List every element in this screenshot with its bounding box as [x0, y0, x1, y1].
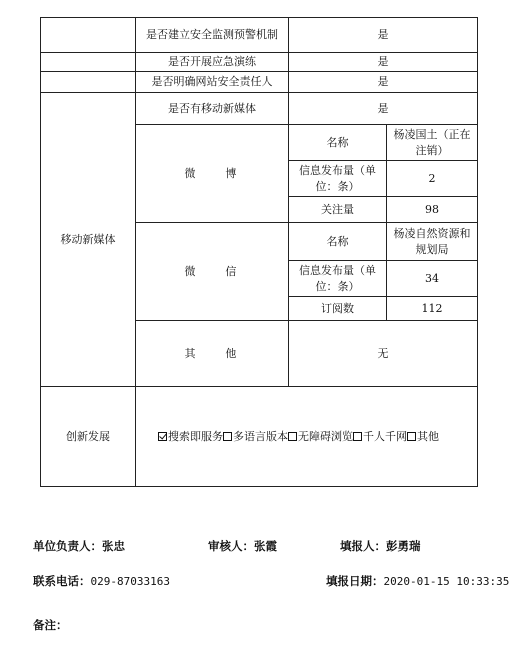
other-value: 无	[289, 321, 478, 387]
filler-value: 彭勇瑞	[386, 539, 421, 553]
phone-field	[33, 573, 170, 589]
innovation-options	[136, 387, 478, 487]
wechat-sub-label: 订阅数	[289, 297, 387, 321]
drill-label: 是否开展应急演练	[136, 53, 289, 72]
filler-label: 填报人：	[340, 539, 386, 553]
wechat-posts-value: 34	[387, 261, 478, 297]
table-row	[41, 72, 478, 93]
empty-cell	[41, 18, 136, 53]
option-multilingual[interactable]: 多语言版本	[223, 430, 288, 443]
monitoring-label: 是否建立安全监测预警机制	[136, 18, 289, 53]
table-row	[41, 387, 478, 487]
has-media-label: 是否有移动新媒体	[136, 93, 289, 125]
filler-field	[340, 538, 421, 554]
wechat-sub-value: 112	[387, 297, 478, 321]
leader-label: 单位负责人：	[33, 539, 102, 553]
innovation-label: 创新发展	[41, 387, 136, 487]
report-table	[40, 17, 478, 487]
leader-field	[33, 538, 125, 554]
reviewer-field	[208, 538, 277, 554]
leader-value: 张忠	[102, 539, 125, 553]
owner-value: 是	[289, 72, 478, 93]
weibo-follow-value: 98	[387, 197, 478, 223]
checkbox-empty-icon[interactable]	[353, 432, 362, 441]
owner-label: 是否明确网站安全责任人	[136, 72, 289, 93]
notes-label: 备注：	[33, 618, 68, 632]
wechat-posts-label: 信息发布量（单位：条）	[289, 261, 387, 297]
wechat-label: 微 信	[136, 223, 289, 321]
weibo-follow-label: 关注量	[289, 197, 387, 223]
reviewer-label: 审核人：	[208, 539, 254, 553]
option-personalized[interactable]: 千人千网	[353, 430, 407, 443]
wechat-name-value: 杨凌自然资源和规划局	[387, 223, 478, 261]
notes-field	[33, 617, 68, 633]
table-row	[41, 93, 478, 125]
checkbox-checked-icon[interactable]	[158, 432, 167, 441]
table-row	[41, 53, 478, 72]
date-field	[326, 573, 509, 589]
date-value: 2020-01-15 10:33:35	[383, 575, 510, 588]
weibo-posts-value: 2	[387, 161, 478, 197]
reviewer-value: 张霞	[254, 539, 277, 553]
monitoring-value: 是	[289, 18, 478, 53]
empty-cell	[41, 72, 136, 93]
phone-value: 029-87033163	[90, 575, 170, 588]
checkbox-empty-icon[interactable]	[407, 432, 416, 441]
weibo-name-label: 名称	[289, 125, 387, 161]
weibo-label: 微 博	[136, 125, 289, 223]
weibo-posts-label: 信息发布量（单位：条）	[289, 161, 387, 197]
table-row	[41, 18, 478, 53]
option-other[interactable]: 其他	[407, 430, 439, 443]
other-label: 其 他	[136, 321, 289, 387]
option-accessibility[interactable]: 无障碍浏览	[288, 430, 353, 443]
date-label: 填报日期：	[326, 574, 384, 588]
has-media-value: 是	[289, 93, 478, 125]
empty-cell	[41, 53, 136, 72]
checkbox-empty-icon[interactable]	[288, 432, 297, 441]
phone-label: 联系电话：	[33, 574, 91, 588]
checkbox-empty-icon[interactable]	[223, 432, 232, 441]
wechat-name-label: 名称	[289, 223, 387, 261]
option-search-service[interactable]: 搜索即服务	[158, 430, 223, 443]
drill-value: 是	[289, 53, 478, 72]
media-section-label: 移动新媒体	[41, 93, 136, 387]
weibo-name-value: 杨凌国土（正在注销）	[387, 125, 478, 161]
